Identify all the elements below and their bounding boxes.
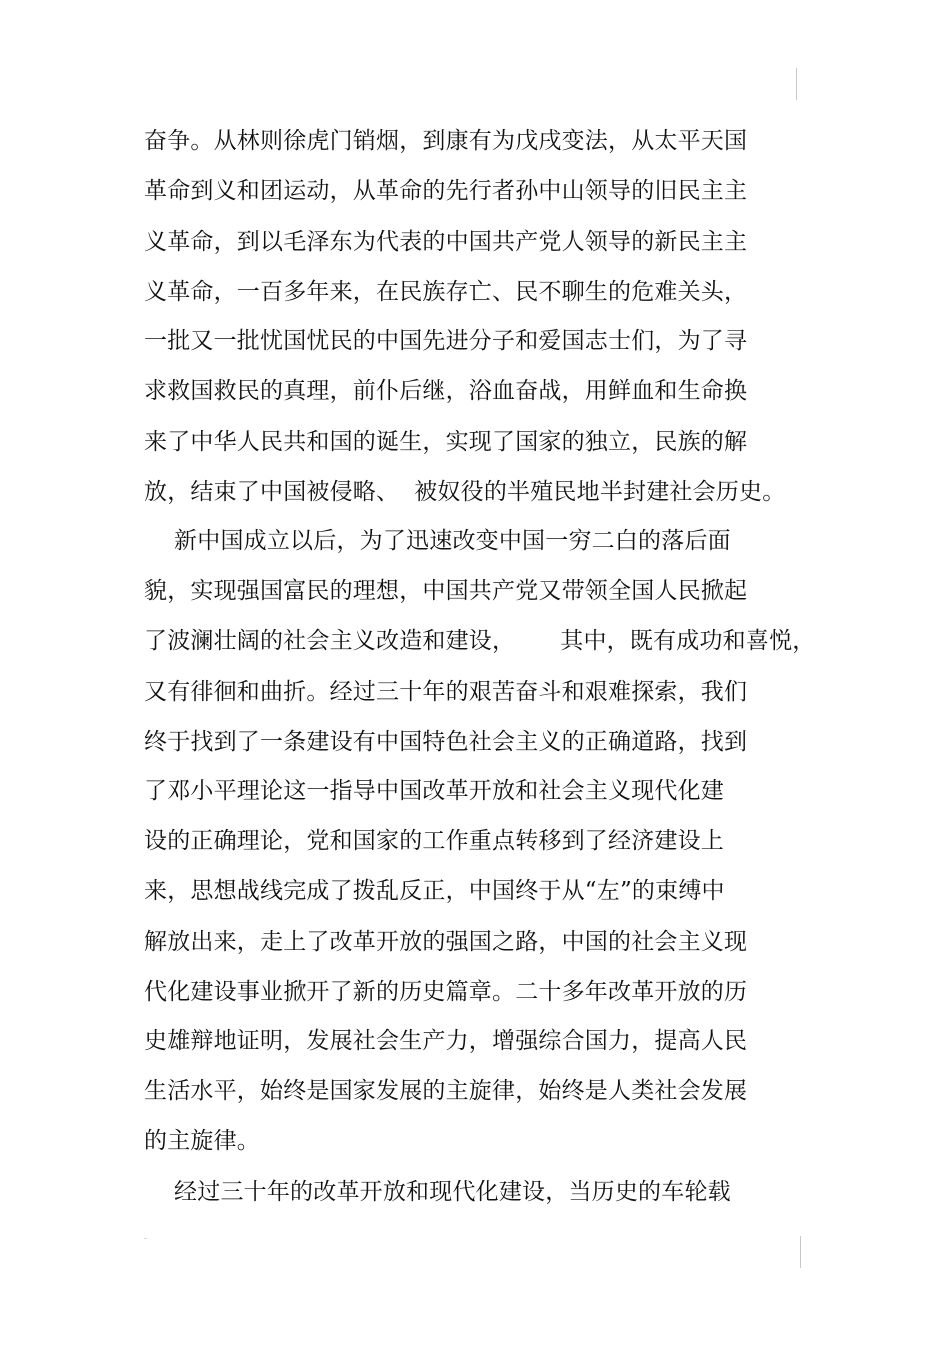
text-line: 解放出来，走上了改革开放的强国之路，中国的社会主义现 bbox=[144, 929, 748, 955]
text-line: 义革命，到以毛泽东为代表的中国共产党人领导的新民主主 bbox=[144, 229, 748, 255]
text-line: 貌，实现强国富民的理想，中国共产党又带领全国人民掀起 bbox=[144, 578, 748, 604]
text-line: 义革命，一百多年来，在民族存亡、民不聊生的危难关头， bbox=[144, 279, 748, 305]
text-line: 设的正确理论，党和国家的工作重点转移到了经济建设上 bbox=[144, 828, 724, 854]
text-line: 经过三十年的改革开放和现代化建设，当历史的车轮载 bbox=[144, 1179, 731, 1205]
text-line: 来，思想战线完成了拨乱反正，中国终于从“左”的束缚中 bbox=[144, 878, 725, 904]
text-line: 放，结束了中国被侵略、 被奴役的半殖民地半封建社会历史。 bbox=[144, 479, 786, 505]
scan-speck bbox=[144, 1238, 147, 1239]
text-line: 革命到义和团运动，从革命的先行者孙中山领导的旧民主主 bbox=[144, 178, 748, 204]
text-line: 了邓小平理论这一指导中国改革开放和社会主义现代化建 bbox=[144, 778, 724, 804]
text-line: 求救国救民的真理，前仆后继，浴血奋战，用鲜血和生命换 bbox=[144, 378, 748, 404]
text-line: 又有徘徊和曲折。经过三十年的艰苦奋斗和艰难探索，我们 bbox=[144, 679, 748, 705]
text-line: 生活水平，始终是国家发展的主旋律，始终是人类社会发展 bbox=[144, 1078, 748, 1104]
text-line: 代化建设事业掀开了新的历史篇章。二十多年改革开放的历 bbox=[144, 979, 748, 1005]
text-line: 史雄辩地证明，发展社会生产力，增强综合国力，提高人民 bbox=[144, 1028, 748, 1054]
text-line: 了波澜壮阔的社会主义改造和建设， 其中，既有成功和喜悦， bbox=[144, 628, 816, 654]
text-line: 终于找到了一条建设有中国特色社会主义的正确道路，找到 bbox=[144, 729, 748, 755]
text-line: 一批又一批忧国忧民的中国先进分子和爱国志士们，为了寻 bbox=[144, 328, 748, 354]
page-edge-mark-bottom bbox=[800, 1236, 801, 1268]
text-line: 奋争。从林则徐虎门销烟，到康有为戊戌变法，从太平天国 bbox=[144, 128, 748, 154]
text-line: 的主旋律。 bbox=[144, 1128, 260, 1154]
text-line: 来了中华人民共和国的诞生，实现了国家的独立，民族的解 bbox=[144, 429, 748, 455]
text-line: 新中国成立以后，为了迅速改变中国一穷二白的落后面 bbox=[144, 528, 731, 554]
page-edge-mark-top bbox=[796, 68, 797, 100]
